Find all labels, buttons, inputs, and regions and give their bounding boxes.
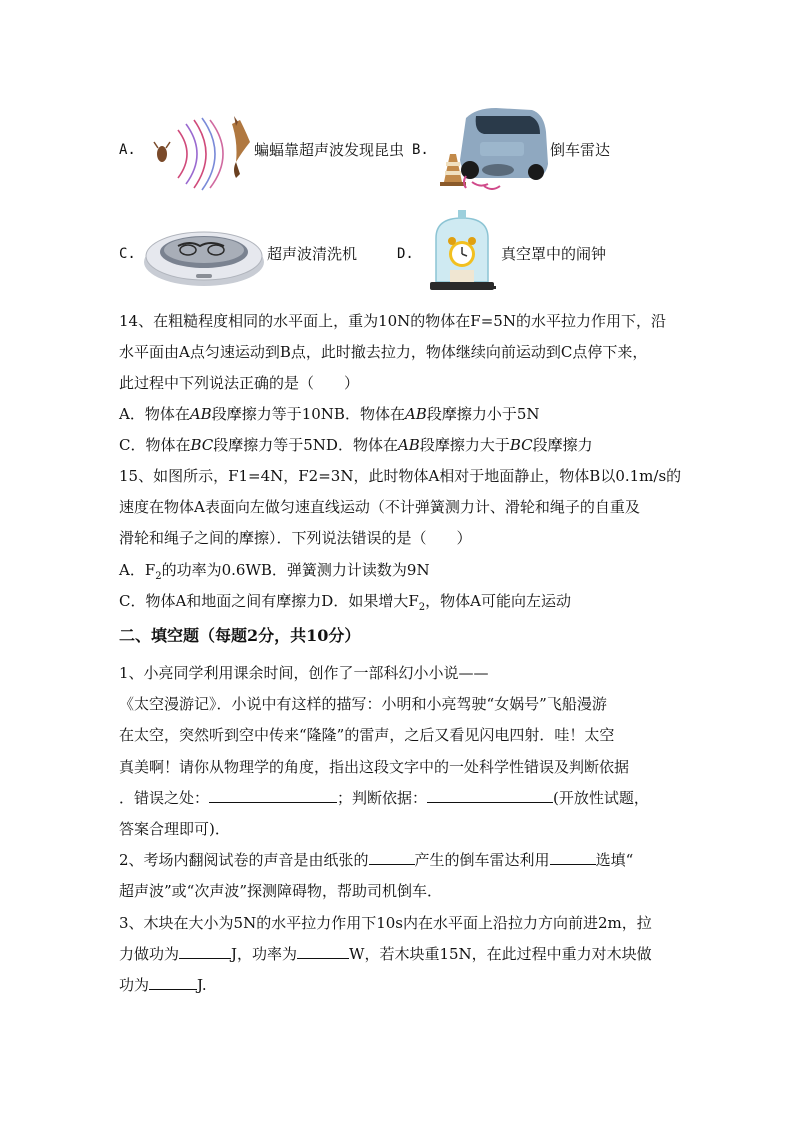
- fill3-gravity-label: 功为: [119, 976, 150, 994]
- vacuum-bell-jar-image: [428, 208, 496, 294]
- q15-line2: 速度在物体A表面向左做匀速直线运动（不计弹簧测力计、滑轮和绳子的自重及: [119, 498, 640, 516]
- fill1-line5: [119, 788, 649, 808]
- option-d-label: D.: [397, 246, 414, 262]
- option-b-text: 倒车雷达: [550, 141, 611, 159]
- fill3-work-blank[interactable]: [179, 944, 231, 959]
- fill3-line3: [119, 975, 207, 995]
- fill1-note: (开放性试题，: [553, 789, 649, 807]
- q14-opt-cd-middle: 段摩擦力等于5ND．物体在: [213, 436, 398, 454]
- q14-opt-b-suffix: 段摩擦力小于5N: [426, 405, 540, 423]
- insect-icon: [154, 142, 170, 162]
- fill1-basis-label: ；判断依据：: [337, 789, 428, 807]
- reversing-radar-image: [436, 104, 548, 190]
- fill3-gravity-text: W，若木块重15N，在此过程中重力对木块做: [349, 945, 652, 963]
- section-title: 二、填空题（每题2分，共10分）: [119, 626, 361, 645]
- segment-bc: BC: [509, 436, 533, 454]
- option-c-label: C.: [119, 246, 136, 262]
- q14-options-cd: [119, 435, 593, 455]
- q14-line3: 此过程中下列说法正确的是（ ）: [119, 374, 360, 392]
- segment-bc: BC: [190, 436, 214, 454]
- option-b-label: B.: [412, 142, 429, 158]
- fill3-unit: J.: [197, 976, 207, 994]
- fill2-blank-1[interactable]: [369, 850, 415, 865]
- q14-opt-ab-middle: 段摩擦力等于10NB．物体在: [211, 405, 405, 423]
- subscript-2: 2: [418, 602, 426, 613]
- q14-opt-a-prefix: A．物体在: [119, 405, 190, 423]
- option-c-text: 超声波清洗机: [267, 245, 358, 263]
- fill2-middle: 产生的倒车雷达利用: [414, 851, 550, 869]
- fill1-line6: 答案合理即可)．: [119, 820, 230, 838]
- option-d-text: 真空罩中的闹钟: [501, 245, 607, 263]
- bat-icon: [232, 116, 250, 178]
- q14-opt-d-middle: 段摩擦力大于: [419, 436, 510, 454]
- q15-opt-cd-text: C．物体A和地面之间有摩擦力D．如果增大F: [119, 592, 419, 610]
- segment-ab: AB: [189, 405, 212, 423]
- alarm-clock-icon: [448, 237, 476, 282]
- q14-line1: 14、在粗糙程度相同的水平面上，重为10N的物体在F=5N的水平拉力作用下，沿: [119, 312, 666, 330]
- fill3-work-label: 力做功为: [119, 945, 180, 963]
- cleaner-icon: [144, 232, 264, 286]
- subscript-2: 2: [155, 571, 162, 582]
- fill2-suffix: 选填“: [595, 851, 634, 869]
- q15-opt-d-suffix: ，物体A可能向左运动: [425, 592, 571, 610]
- fill1-basis-blank[interactable]: [427, 788, 553, 803]
- fill3-gravity-blank[interactable]: [149, 975, 197, 990]
- ultrasonic-cleaner-image: [142, 212, 266, 288]
- fill1-line1: 1、小亮同学利用课余时间，创作了一部科幻小小说——: [119, 664, 489, 682]
- fill3-line2: [119, 944, 652, 964]
- q15-line1: 15、如图所示，F1=4N，F2=3N，此时物体A相对于地面静止，物体B以0.1m/s的: [119, 467, 682, 485]
- option-a-label: A.: [119, 142, 136, 158]
- fill2-prefix: 2、考场内翻阅试卷的声音是由纸张的: [119, 851, 369, 869]
- car-icon: [460, 108, 548, 180]
- segment-ab: AB: [397, 436, 420, 454]
- segment-ab: AB: [404, 405, 427, 423]
- q14-line2: 水平面由A点匀速运动到B点，此时撤去拉力，物体继续向前运动到C点停下来，: [119, 343, 648, 361]
- fill1-error-blank[interactable]: [209, 788, 337, 803]
- q15-opt-a-prefix: A．F: [119, 561, 156, 579]
- q15-opt-ab-text: 的功率为0.6WB．弹簧测力计读数为9N: [161, 561, 430, 579]
- q15-line3: 滑轮和绳子之间的摩擦）．下列说法错误的是（ ）: [119, 529, 472, 547]
- q15-options-ab: [119, 560, 430, 587]
- fill1-line2: 《太空漫游记》．小说中有这样的描写：小明和小亮驾驶“女娲号”飞船漫游: [119, 695, 607, 713]
- fill3-power-label: J，功率为: [231, 945, 298, 963]
- q15-options-cd: [119, 591, 571, 618]
- q14-opt-d-suffix: 段摩擦力: [532, 436, 593, 454]
- fill2-line2: 超声波”或“次声波”探测障碍物，帮助司机倒车．: [119, 882, 443, 900]
- fill3-power-blank[interactable]: [297, 944, 349, 959]
- fill1-line3: 在太空，突然听到空中传来“隆隆”的雷声，之后又看见闪电四射．哇！太空: [119, 726, 615, 744]
- option-a-text: 蝙蝠靠超声波发现昆虫: [254, 141, 405, 159]
- fill1-error-label: ．错误之处：: [119, 789, 210, 807]
- fill1-line4: 真美啊！请你从物理学的角度，指出这段文字中的一处科学性错误及判断依据: [119, 758, 630, 776]
- bat-ultrasound-image: [152, 112, 252, 194]
- fill2-line1: [119, 850, 633, 870]
- q14-opt-c-prefix: C．物体在: [119, 436, 191, 454]
- q14-options-ab: [119, 404, 539, 424]
- fill3-line1: 3、木块在大小为5N的水平拉力作用下10s内在水平面上沿拉力方向前进2m，拉: [119, 914, 652, 932]
- fill2-blank-2[interactable]: [550, 850, 596, 865]
